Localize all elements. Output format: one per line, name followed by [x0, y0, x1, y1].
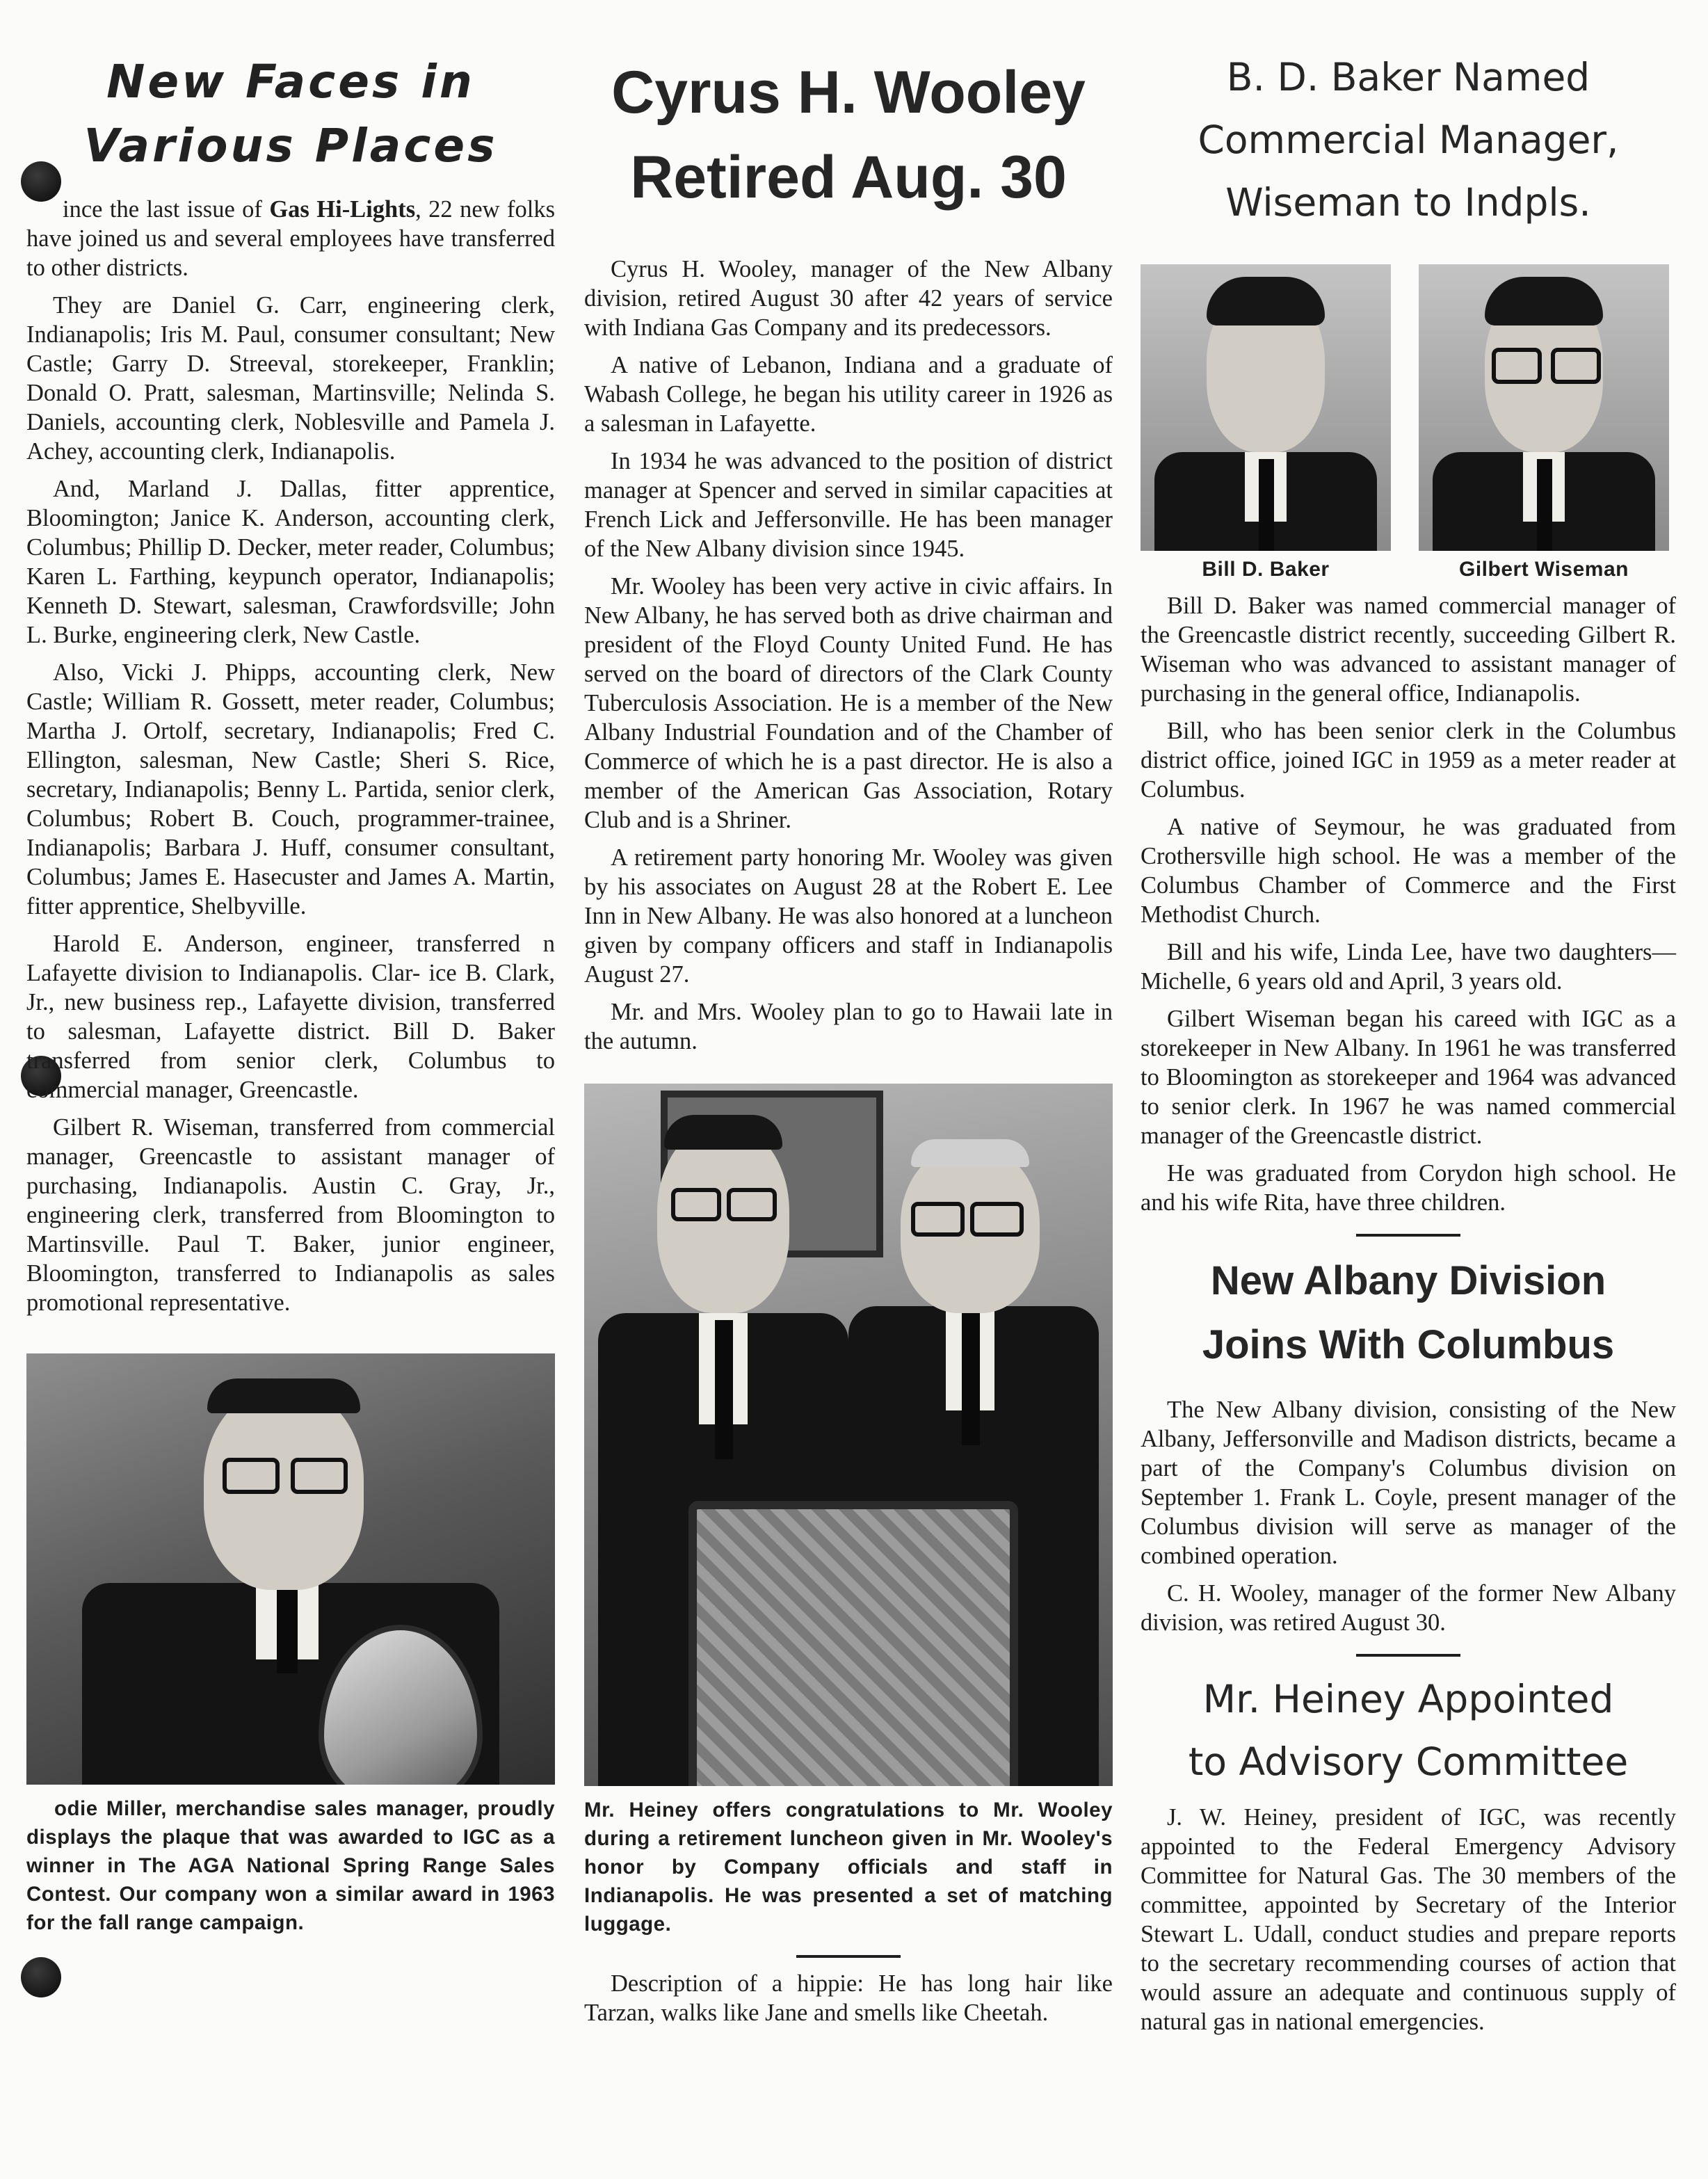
headline-line: Wiseman to Indpls.	[1225, 180, 1591, 225]
article-body	[26, 195, 555, 1317]
photo-figure-right-glasses	[970, 1202, 1024, 1237]
photo-figure-hair	[1485, 277, 1603, 325]
photo-figure-left-glasses	[727, 1188, 777, 1221]
paragraph	[26, 195, 555, 282]
column-new-faces	[26, 0, 555, 1937]
headline-line: B. D. Baker Named	[1226, 55, 1590, 99]
paragraph: Mr. Wooley has been very active in civic affairs. In New Albany, he has served both as drive chairman and president of the Floyd County United Fund. He has served on the board of directors of the Clark County Tuberculosis Association. He is a member of the New Albany Industrial Foundation and of the Chamber of Commerce of which he is a past director. He is also a member of the American Gas Association, Rotary Club and is a Shriner.	[584, 573, 1113, 833]
paragraph: And, Marland J. Dallas, fitter apprentice, Bloomington; Janice K. Anderson, accounting clerk, Columbus; Phillip D. Decker, meter reader, Columbus; Karen L. Farthing, keypunch operator, Indianapolis; Kenneth D. Stewart, salesman, Crawfordsville; John L. Burke, engineering clerk, New Castle.	[26, 476, 555, 648]
photo-caption: Mr. Heiney offers congratulations to Mr. Wooley during a retirement luncheon given in Mr. Wooley's honor by Company officials and staff in Indianapolis. He was presented a set of matching luggage.	[584, 1799, 1113, 1936]
photo-figure-right-hair	[911, 1139, 1029, 1167]
photo-figure-left-glasses	[671, 1188, 721, 1221]
headline-new-albany	[1141, 1249, 1676, 1377]
paragraph-lead: ince the last issue of	[63, 196, 270, 223]
photo-caption-left: Bill D. Baker	[1202, 558, 1330, 581]
paragraph: In 1934 he was advanced to the position of district manager at Spencer and served in similar capacities at French Lick and Jeffersonville. He has been manager of the New Albany division since 1945.	[584, 448, 1113, 562]
paragraph: A native of Lebanon, Indiana and a graduate of Wabash College, he began his utility career in 1926 as a salesman in Lafayette.	[584, 352, 1113, 437]
paragraph: A retirement party honoring Mr. Wooley was given by his associates on August 28 at the Robert E. Lee Inn in New Albany. He was also honored at a luncheon given by company officers and staff in Indianapolis August 27.	[584, 844, 1113, 988]
filler-paragraph: Description of a hippie: He has long hair like Tarzan, walks like Jane and smells like Cheetah.	[584, 1970, 1113, 2026]
photo-gilbert-wiseman	[1419, 264, 1669, 551]
photo-figure-tie	[1537, 459, 1552, 551]
paragraph: C. H. Wooley, manager of the former New Albany division, was retired August 30.	[1141, 1580, 1676, 1636]
article-body	[1141, 591, 1676, 1217]
photo-figure-tie	[1259, 459, 1274, 551]
photo-figure-right-tie	[962, 1313, 980, 1445]
article-body	[584, 255, 1113, 1056]
photo-figure-left-hair	[664, 1115, 782, 1150]
article-body	[1141, 1395, 1676, 1637]
divider	[796, 1955, 901, 1958]
paragraph: Cyrus H. Wooley, manager of the New Albany division, retired August 30 after 42 years of service with Indiana Gas Company and its predecessors.	[584, 256, 1113, 341]
photo-figure-glasses	[1492, 348, 1542, 384]
paragraph: Bill D. Baker was named commercial manager of the Greencastle district recently, succeeding Gilbert R. Wiseman who was advanced to assistant manager of purchasing in the general office, Indianapolis.	[1141, 593, 1676, 707]
headline-line: Mr. Heiney Appointed	[1202, 1677, 1614, 1721]
paragraph: He was graduated from Corydon high school. He and his wife Rita, have three children.	[1141, 1160, 1676, 1216]
headline-line: New Albany Division	[1210, 1258, 1606, 1303]
photo-plaque	[26, 1353, 555, 1785]
headline-wooley	[584, 50, 1113, 220]
paragraph: J. W. Heiney, president of IGC, was recently appointed to the Federal Emergency Advisory Committee for Natural Gas. The 30 members of the committee, appointed by Secretary of the Interior Stewart L. Udall, conduct studies and prepare reports to the secretary recommending courses of action that would assure an adequate and continuous supply of natural gas in national emergencies.	[1141, 1804, 1676, 2035]
headline-line: Retired Aug. 30	[630, 144, 1067, 211]
paragraph: Bill and his wife, Linda Lee, have two daughters—Michelle, 6 years old and April, 3 years old.	[1141, 939, 1676, 995]
photo-figure-glasses	[291, 1458, 348, 1494]
photo-handshake	[584, 1084, 1113, 1786]
luggage-suitcase	[688, 1501, 1018, 1786]
paragraph: Also, Vicki J. Phipps, accounting clerk, New Castle; William R. Gossett, meter reader, Columbus; Martha J. Ortolf, secretary, Indianapolis; Fred C. Ellington, salesman, New Castle; Sheri S. Rice, secretary, Indianapolis; Benny L. Partida, senior clerk, Columbus; Robert B. Couch, programmer-trainee, Indianapolis; Barbara J. Huff, consumer consultant, Columbus; James E. Hasecuster and James A. Martin, fitter apprentice, Shelbyville.	[26, 659, 555, 919]
paragraph: Bill, who has been senior clerk in the Columbus district office, joined IGC in 1959 as a meter reader at Columbus.	[1141, 718, 1676, 803]
paragraph: A native of Seymour, he was graduated from Crothersville high school. He was a member of the Columbus Chamber of Commerce and the First Methodist Church.	[1141, 814, 1676, 928]
column-baker	[1141, 0, 1676, 2036]
paragraph-rest: , 22 new folks have joined us and several employees have transferred to other districts.	[26, 196, 555, 281]
paragraph: Gilbert R. Wiseman, transferred from commercial manager, Greencastle to assistant manager of purchasing, Indianapolis. Austin C. Gray, Jr., engineering clerk, transferred from Bloomington to Martinsville. Paul T. Baker, junior engineer, Bloomington, transferred to Indianapolis as sales promotional representative.	[26, 1114, 555, 1316]
photo-figure-right-glasses	[911, 1202, 965, 1237]
divider	[1356, 1654, 1460, 1657]
headline-heiney	[1141, 1668, 1676, 1793]
headline-line: Joins With Columbus	[1202, 1322, 1615, 1367]
photo-figure-left-tie	[715, 1320, 733, 1459]
headline-new-faces	[26, 50, 555, 178]
photo-figure-glasses	[223, 1458, 280, 1494]
paragraph: Harold E. Anderson, engineer, transferred n Lafayette division to Indianapolis. Clar- ice B. Clark, Jr., new business rep., Lafayette division, transferred to salesman, Lafayette district. Bill D. Baker transferred from senior clerk, Columbus to commercial manager, Greencastle.	[26, 931, 555, 1103]
article-body	[1141, 1803, 1676, 2036]
photo-caption: odie Miller, merchandise sales manager, proudly displays the plaque that was awarded to IGC as a winner in The AGA National Spring Range Sales Contest. Our company won a similar award in 1963 for the fall range campaign.	[26, 1797, 555, 1934]
divider	[1356, 1234, 1460, 1237]
portrait-row	[1141, 264, 1676, 591]
photo-caption-right: Gilbert Wiseman	[1459, 558, 1629, 581]
column-wooley	[584, 0, 1113, 2027]
photo-figure-tie	[277, 1590, 298, 1673]
headline-line: New Faces in	[106, 55, 475, 108]
headline-line: Various Places	[83, 119, 498, 172]
paragraph: They are Daniel G. Carr, engineering clerk, Indianapolis; Iris M. Paul, consumer consultant; New Castle; Garry D. Streeval, storekeeper, Franklin; Donald O. Pratt, salesman, Martinsville; Nelinda S. Daniels, accounting clerk, Noblesville and Pamela J. Achey, accounting clerk, Indianapolis.	[26, 292, 555, 465]
headline-baker	[1141, 46, 1676, 234]
photo-figure-hair	[207, 1378, 360, 1413]
headline-line: Commercial Manager,	[1198, 118, 1619, 162]
photo-figure-hair	[1207, 277, 1325, 325]
photo-figure-glasses	[1551, 348, 1601, 384]
headline-line: Cyrus H. Wooley	[611, 59, 1086, 126]
paragraph: The New Albany division, consisting of the New Albany, Jeffersonville and Madison districts, became a part of the Company's Columbus division on September 1. Frank L. Coyle, present manager of the Columbus division will serve as manager of the combined operation.	[1141, 1397, 1676, 1569]
publication-name: Gas Hi-Lights	[269, 196, 416, 223]
paragraph: Gilbert Wiseman began his careed with IGC as a storekeeper in New Albany. In 1961 he was transferred to Bloomington as storekeeper and 1964 was advanced to senior clerk. In 1967 he was named commercial manager of the Greencastle district.	[1141, 1006, 1676, 1149]
paragraph: Mr. and Mrs. Wooley plan to go to Hawaii late in the autumn.	[584, 999, 1113, 1054]
punch-hole-bottom	[21, 1957, 61, 1997]
headline-line: to Advisory Committee	[1188, 1739, 1629, 1784]
photo-bill-baker	[1141, 264, 1391, 551]
